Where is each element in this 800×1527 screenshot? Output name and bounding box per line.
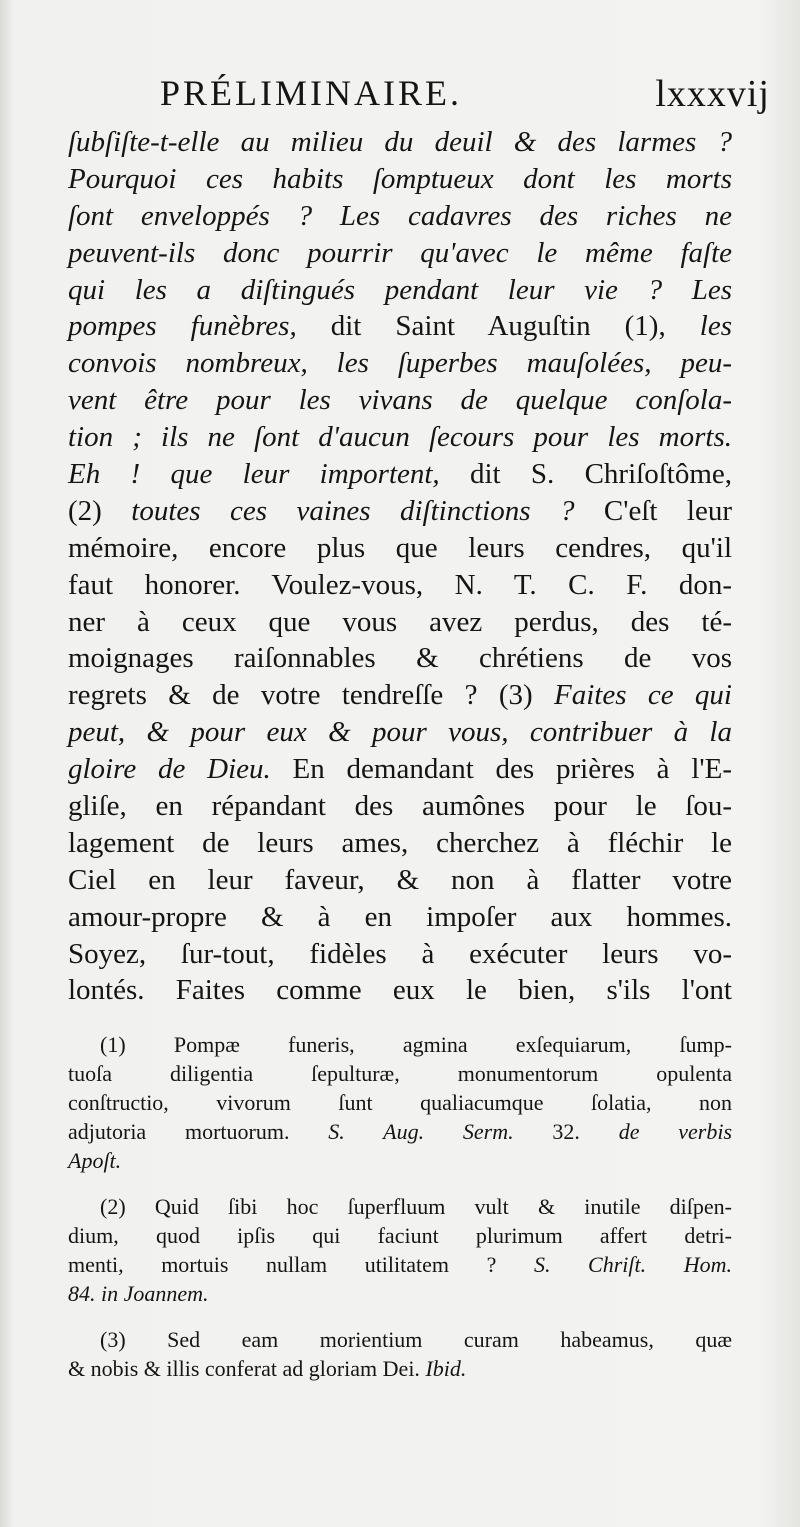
text-line: (2) toutes ces vaines diſtinctions ? C'eſt leur <box>68 494 732 527</box>
footnote-2 <box>68 1192 732 1308</box>
running-header <box>160 68 770 116</box>
page-number: lxxxvij <box>655 73 770 115</box>
footnote-line: adjutoria mortuorum. S. Aug. Serm. 32. de verbis <box>68 1119 733 1144</box>
main-text <box>68 124 732 1009</box>
footnote-line: conſtructio, vivorum ſunt qualiacumque ſolatia, non <box>68 1090 732 1115</box>
text-line: vent être pour les vivans de quelque conſola- <box>68 384 732 417</box>
text-line: lagement de leurs ames, cherchez à fléchir le <box>68 826 732 859</box>
footnote-3 <box>68 1325 732 1383</box>
text-line: peuvent-ils donc pourrir qu'avec le même faſte <box>68 236 732 269</box>
text-line: regrets & de votre tendreſſe ? (3) Faites ce qui <box>68 679 732 712</box>
text-line: moignages raiſonnables & chrétiens de vos <box>68 642 732 675</box>
text-line: pompes funèbres, dit Saint Auguſtin (1), les <box>68 310 732 343</box>
text-line: gloire de Dieu. En demandant des prières à l'E- <box>68 753 732 786</box>
text-line: ſont enveloppés ? Les cadavres des riches ne <box>68 199 732 232</box>
footnote-line: tuoſa diligentia ſepulturæ, monumentorum opulenta <box>68 1061 732 1086</box>
footnote-line: (3) Sed eam morientium curam habeamus, quæ <box>100 1327 732 1352</box>
text-line: Ciel en leur faveur, & non à flatter votre <box>68 863 732 896</box>
footnote-line: (2) Quid ſibi hoc ſuperfluum vult & inutile diſpen- <box>100 1194 732 1219</box>
footnotes <box>68 1030 732 1400</box>
text-line: faut honorer. Voulez-vous, N. T. C. F. don- <box>68 568 732 601</box>
text-line: lontés. Faites comme eux le bien, s'ils l'ont <box>68 974 732 1007</box>
footnote-line: & nobis & illis conferat ad gloriam Dei. Ibid. <box>68 1356 467 1381</box>
text-line: Eh ! que leur importent, dit S. Chriſoſtôme, <box>68 458 732 491</box>
text-line: qui les a diſtingués pendant leur vie ? Les <box>68 273 732 306</box>
footnote-line: dium, quod ipſis qui faciunt plurimum affert detri- <box>68 1223 732 1248</box>
text-line: Pourquoi ces habits ſomptueux dont les morts <box>68 162 732 195</box>
footnote-1 <box>68 1030 732 1175</box>
text-line: Soyez, ſur-tout, fidèles à exécuter leurs vo- <box>68 937 732 970</box>
running-title: PRÉLIMINAIRE. <box>160 73 462 113</box>
text-line: peut, & pour eux & pour vous, contribuer à la <box>68 716 732 749</box>
text-line: convois nombreux, les ſuperbes mauſolées, peu- <box>68 347 732 380</box>
text-line: amour-propre & à en impoſer aux hommes. <box>68 900 732 933</box>
text-line: mémoire, encore plus que leurs cendres, qu'il <box>68 531 732 564</box>
footnote-line: (1) Pompæ funeris, agmina exſequiarum, ſump- <box>100 1032 732 1057</box>
text-line: tion ; ils ne ſont d'aucun ſecours pour les morts. <box>68 421 732 454</box>
footnote-line: menti, mortuis nullam utilitatem ? S. Chriſt. Hom. <box>68 1252 732 1277</box>
footnote-line: Apoſt. <box>68 1148 122 1173</box>
footnote-line: 84. in Joannem. <box>68 1281 209 1306</box>
text-line: gliſe, en répandant des aumônes pour le ſou- <box>68 790 732 823</box>
text-line: ner à ceux que vous avez perdus, des té- <box>68 605 732 638</box>
text-line: ſubſiſte-t-elle au milieu du deuil & des larmes ? <box>68 126 732 158</box>
